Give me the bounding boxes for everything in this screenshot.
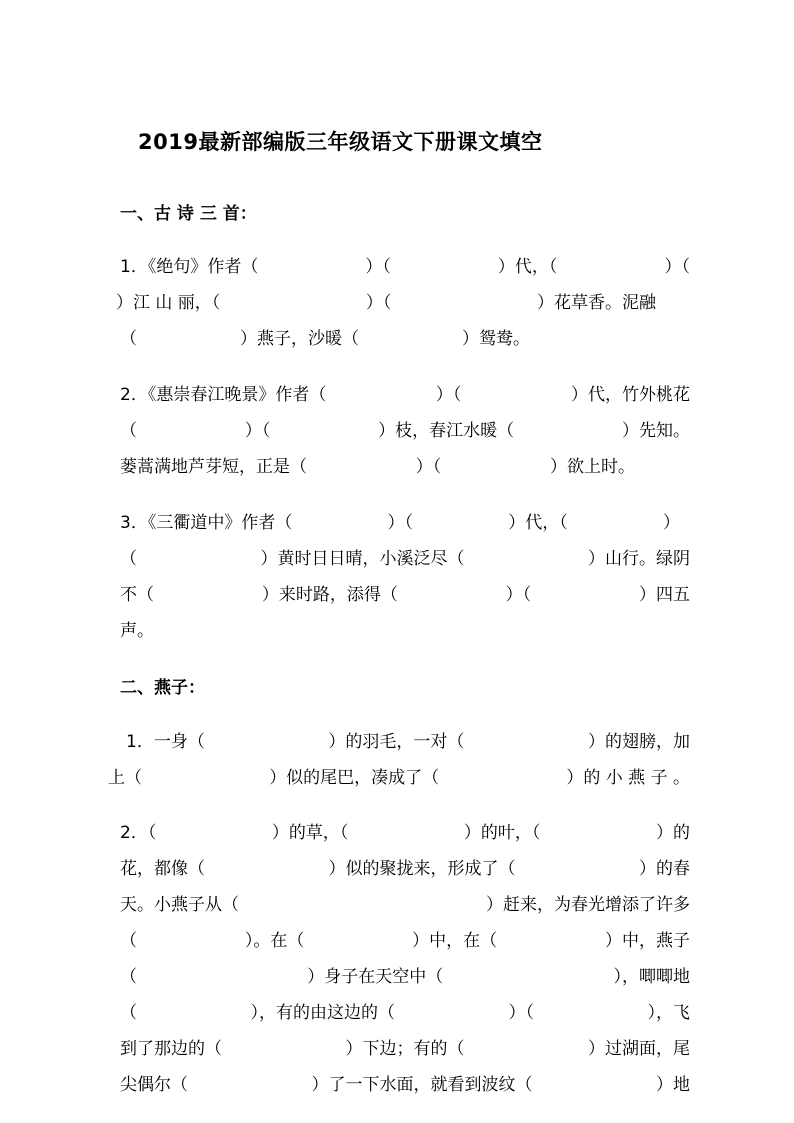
text-segment: ）燕子，沙暖（: [240, 329, 359, 349]
text-segment: ）枝，春江水暖（: [378, 421, 515, 441]
text-segment: 1．一身（: [126, 732, 205, 752]
text-segment: ）代，竹外桃花: [570, 385, 690, 405]
text-segment: 3．《三衢道中》作者（: [120, 513, 293, 533]
text-segment: ）（: [387, 513, 414, 533]
text-segment: （: [120, 967, 137, 987]
swallow2-line-7: [120, 1034, 690, 1059]
text-segment: ）先知。: [621, 421, 690, 441]
swallow2-line-1: [120, 818, 690, 843]
text-segment: ）的草，（: [271, 823, 349, 843]
text-segment: ）欲上时。: [550, 457, 635, 477]
text-segment: ）代，（: [497, 257, 558, 277]
text-segment: ）鸳鸯。: [462, 329, 530, 349]
text-segment: ）花草香。泥融: [537, 293, 656, 313]
text-segment: ）: [662, 513, 680, 533]
text-segment: ）的叶，（: [463, 823, 541, 843]
text-segment: ）。在（: [244, 931, 305, 951]
text-segment: ）代，（: [508, 513, 568, 533]
text-segment: ）（: [505, 585, 532, 605]
poem2-line-1: [120, 380, 690, 405]
text-segment: 2．《惠崇春江晚景》作者（: [120, 385, 327, 405]
text-segment: ）的春: [639, 859, 690, 879]
text-segment: （: [120, 549, 137, 569]
text-segment: ）似的尾巴，凑成了（: [269, 768, 440, 788]
text-segment: ），飞: [647, 1003, 690, 1023]
poem3-line-3: [120, 580, 690, 605]
text-segment: 2．（: [120, 823, 157, 843]
text-segment: 到了那边的（: [120, 1039, 222, 1059]
text-segment: ）的羽毛，一对（: [328, 732, 465, 752]
text-segment: ）身子在天空中（: [307, 967, 444, 987]
text-segment: ），唧唧地: [613, 967, 690, 987]
text-segment: ）地: [656, 1075, 690, 1095]
text-segment: ）似的聚拢来，形成了（: [328, 859, 516, 879]
text-segment: ）江 山 丽，（: [116, 293, 221, 313]
swallow1-line-2: [108, 763, 690, 788]
text-segment: （: [120, 1003, 137, 1023]
text-segment: ）（: [365, 257, 391, 277]
poem3-line-2: [120, 544, 690, 569]
text-segment: 1．《绝句》作者（: [120, 257, 259, 277]
swallow2-line-4: [120, 926, 690, 951]
text-segment: ）了一下水面，就看到波纹（: [311, 1075, 533, 1095]
text-segment: ）（: [508, 1003, 534, 1023]
poem1-line-3: [120, 324, 530, 349]
text-segment: 天。小燕子从（: [120, 895, 239, 915]
text-segment: （: [120, 931, 137, 951]
text-segment: ）中，在（: [412, 931, 498, 951]
text-segment: ）（: [435, 385, 462, 405]
swallow2-line-8: [120, 1070, 690, 1095]
text-segment: 上（: [108, 768, 142, 788]
text-segment: （: [120, 329, 137, 349]
text-segment: ）赶来，为春光增添了许多: [486, 895, 690, 915]
swallow1-line-1: [126, 727, 690, 752]
text-segment: 不（: [120, 585, 154, 605]
swallow2-line-5: [120, 962, 690, 987]
section-heading-ancient-poems: 一、古 诗 三 首：: [120, 204, 257, 224]
text-segment: ）下边；有的（: [345, 1039, 465, 1059]
text-segment: ）（: [244, 421, 271, 441]
text-segment: ）四五: [638, 585, 690, 605]
poem3-line-1: [120, 508, 680, 533]
text-segment: （: [120, 421, 137, 441]
text-segment: 花，都像（: [120, 859, 205, 879]
text-segment: ）黄时日日晴，小溪泛尽（: [260, 549, 465, 569]
text-segment: 声。: [120, 621, 154, 641]
text-segment: ）的: [655, 823, 690, 843]
text-segment: ）的翅膀，加: [587, 732, 690, 752]
text-segment: ），有的由这边的（: [250, 1003, 395, 1023]
poem1-line-2: [116, 288, 656, 313]
text-segment: ）山行。绿阴: [588, 549, 690, 569]
page-title: 2019最新部编版三年级语文下册课文填空: [138, 130, 543, 154]
text-segment: ）的 小 燕 子 。: [566, 768, 690, 788]
text-segment: 尖偶尔（: [120, 1075, 188, 1095]
text-segment: ）（: [664, 257, 690, 277]
section-heading-swallow: 二、燕子：: [120, 678, 205, 698]
poem1-line-1: [120, 252, 690, 277]
swallow2-line-6: [120, 998, 690, 1023]
poem2-line-2: [120, 416, 690, 441]
text-segment: ）过湖面，尾: [588, 1039, 690, 1059]
swallow2-line-3: [120, 890, 690, 915]
poem3-line-4: [120, 616, 690, 641]
text-segment: 蒌蒿满地芦芽短，正是（: [120, 457, 307, 477]
swallow2-line-2: [120, 854, 690, 879]
text-segment: ）（: [415, 457, 442, 477]
text-segment: ）中，燕子: [604, 931, 690, 951]
text-segment: ）来时路，添得（: [261, 585, 398, 605]
poem2-line-3: [120, 452, 635, 477]
text-segment: ）（: [365, 293, 392, 313]
